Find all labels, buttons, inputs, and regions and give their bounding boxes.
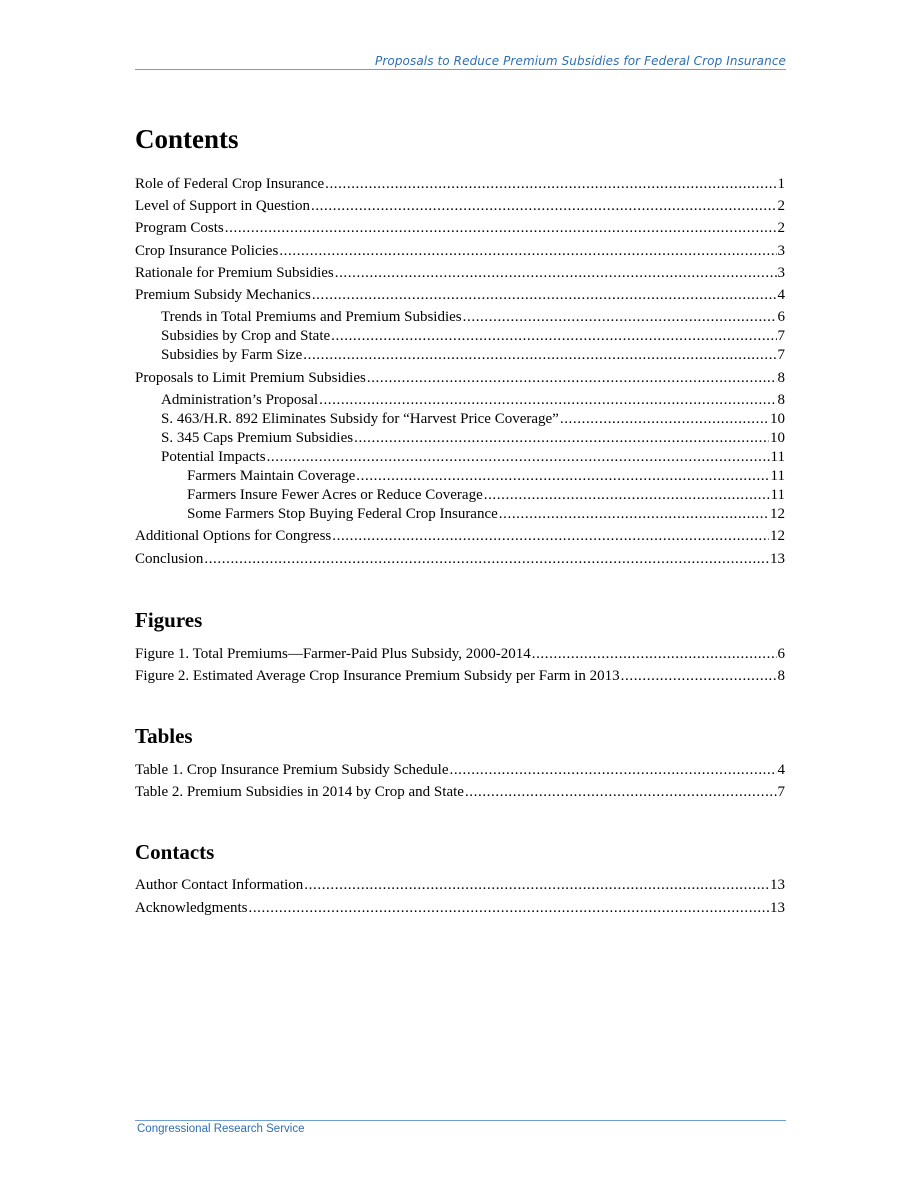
toc-subentry[interactable] bbox=[161, 327, 785, 345]
dot-leader bbox=[248, 899, 769, 917]
toc-entry-page: 10 bbox=[770, 430, 785, 446]
footer-rule bbox=[135, 1120, 786, 1121]
contents-heading: Contents bbox=[135, 124, 239, 154]
toc-entry-title: Crop Insurance Policies bbox=[135, 243, 279, 259]
dot-leader bbox=[484, 486, 770, 504]
toc-entry-page: 11 bbox=[770, 449, 785, 465]
dot-leader bbox=[331, 327, 776, 345]
dot-leader bbox=[356, 467, 769, 485]
dot-leader bbox=[465, 783, 777, 801]
toc-entry-page: 8 bbox=[777, 668, 785, 684]
toc-entry-page: 6 bbox=[777, 646, 785, 662]
toc-entry-page: 8 bbox=[777, 370, 785, 386]
toc-entry-title: Author Contact Information bbox=[135, 877, 304, 893]
tables-heading: Tables bbox=[135, 724, 193, 748]
toc-entry-title: Farmers Insure Fewer Acres or Reduce Coverage bbox=[187, 487, 483, 503]
running-header: Proposals to Reduce Premium Subsidies for Federal Crop Insurance bbox=[375, 54, 786, 68]
toc-entry-title: S. 463/H.R. 892 Eliminates Subsidy for “Harvest Price Coverage” bbox=[161, 411, 559, 427]
toc-entry-page: 7 bbox=[777, 347, 785, 363]
dot-leader bbox=[499, 505, 769, 523]
dot-leader bbox=[319, 391, 776, 409]
toc-entry-page: 7 bbox=[777, 328, 785, 344]
toc-entry-title: Figure 2. Estimated Average Crop Insurance Premium Subsidy per Farm in 2013 bbox=[135, 668, 620, 684]
toc-entry[interactable] bbox=[135, 197, 785, 215]
table-entry[interactable] bbox=[135, 761, 785, 779]
toc-entry-title: Acknowledgments bbox=[135, 900, 248, 916]
toc-entry-title: Administration’s Proposal bbox=[161, 392, 319, 408]
toc-entry[interactable] bbox=[135, 175, 785, 193]
contact-entry[interactable] bbox=[135, 899, 785, 917]
dot-leader bbox=[267, 448, 770, 466]
toc-entry-page: 12 bbox=[770, 528, 785, 544]
toc-entry-page: 13 bbox=[770, 877, 785, 893]
header-rule bbox=[135, 69, 786, 70]
toc-entry-page: 4 bbox=[777, 762, 785, 778]
toc-entry-title: Some Farmers Stop Buying Federal Crop Insurance bbox=[187, 506, 498, 522]
table-entry[interactable] bbox=[135, 783, 785, 801]
dot-leader bbox=[463, 308, 777, 326]
toc-entry-title: Role of Federal Crop Insurance bbox=[135, 176, 325, 192]
toc-entry-page: 11 bbox=[770, 487, 785, 503]
toc-subsubentry[interactable] bbox=[187, 505, 785, 523]
toc-entry[interactable] bbox=[135, 527, 785, 545]
toc-entry-page: 12 bbox=[770, 506, 785, 522]
toc-entry-page: 3 bbox=[777, 243, 785, 259]
toc-entry[interactable] bbox=[135, 264, 785, 282]
dot-leader bbox=[560, 410, 769, 428]
toc-subentry[interactable] bbox=[161, 346, 785, 364]
dot-leader bbox=[204, 550, 769, 568]
toc-entry-page: 7 bbox=[777, 784, 785, 800]
dot-leader bbox=[312, 286, 777, 304]
toc-entry-title: Figure 1. Total Premiums—Farmer-Paid Plus Subsidy, 2000-2014 bbox=[135, 646, 531, 662]
toc-entry-page: 1 bbox=[777, 176, 785, 192]
footer-publisher: Congressional Research Service bbox=[137, 1123, 305, 1135]
toc-entry-title: Subsidies by Crop and State bbox=[161, 328, 331, 344]
toc-entry-title: Subsidies by Farm Size bbox=[161, 347, 303, 363]
toc-entry-page: 2 bbox=[777, 198, 785, 214]
toc-entry-title: Table 1. Crop Insurance Premium Subsidy Schedule bbox=[135, 762, 449, 778]
dot-leader bbox=[279, 242, 776, 260]
figures-heading: Figures bbox=[135, 608, 203, 632]
dot-leader bbox=[532, 645, 777, 663]
toc-entry-page: 6 bbox=[777, 309, 785, 325]
dot-leader bbox=[367, 369, 777, 387]
toc-subentry[interactable] bbox=[161, 429, 785, 447]
toc-entry-page: 8 bbox=[777, 392, 785, 408]
toc-entry-title: Proposals to Limit Premium Subsidies bbox=[135, 370, 366, 386]
toc-subentry[interactable] bbox=[161, 410, 785, 428]
toc-subentry[interactable] bbox=[161, 391, 785, 409]
toc-entry-page: 11 bbox=[770, 468, 785, 484]
toc-entry-title: Farmers Maintain Coverage bbox=[187, 468, 356, 484]
dot-leader bbox=[335, 264, 777, 282]
toc-entry[interactable] bbox=[135, 550, 785, 568]
toc-entry-title: Table 2. Premium Subsidies in 2014 by Crop and State bbox=[135, 784, 464, 800]
toc-entry-page: 13 bbox=[770, 551, 785, 567]
toc-subentry[interactable] bbox=[161, 308, 785, 326]
dot-leader bbox=[311, 197, 777, 215]
toc-entry[interactable] bbox=[135, 286, 785, 304]
toc-entry-title: Potential Impacts bbox=[161, 449, 266, 465]
dot-leader bbox=[225, 219, 777, 237]
toc-entry-page: 13 bbox=[770, 900, 785, 916]
dot-leader bbox=[354, 429, 769, 447]
toc-entry-page: 10 bbox=[770, 411, 785, 427]
dot-leader bbox=[325, 175, 776, 193]
toc-entry-title: Trends in Total Premiums and Premium Subsidies bbox=[161, 309, 462, 325]
toc-subentry[interactable] bbox=[161, 448, 785, 466]
dot-leader bbox=[621, 667, 777, 685]
toc-entry-title: Level of Support in Question bbox=[135, 198, 310, 214]
toc-entry-page: 3 bbox=[777, 265, 785, 281]
toc-subsubentry[interactable] bbox=[187, 467, 785, 485]
toc-entry[interactable] bbox=[135, 242, 785, 260]
toc-subsubentry[interactable] bbox=[187, 486, 785, 504]
toc-entry-title: Premium Subsidy Mechanics bbox=[135, 287, 311, 303]
toc-entry-title: Conclusion bbox=[135, 551, 204, 567]
toc-entry-title: Program Costs bbox=[135, 220, 224, 236]
dot-leader bbox=[304, 876, 769, 894]
toc-entry-page: 2 bbox=[777, 220, 785, 236]
toc-entry-title: Additional Options for Congress bbox=[135, 528, 332, 544]
contact-entry[interactable] bbox=[135, 876, 785, 894]
toc-entry-title: S. 345 Caps Premium Subsidies bbox=[161, 430, 354, 446]
toc-entry-page: 4 bbox=[777, 287, 785, 303]
toc-entry[interactable] bbox=[135, 219, 785, 237]
dot-leader bbox=[449, 761, 776, 779]
toc-entry[interactable] bbox=[135, 369, 785, 387]
toc-entry-title: Rationale for Premium Subsidies bbox=[135, 265, 334, 281]
figure-entry[interactable] bbox=[135, 645, 785, 663]
dot-leader bbox=[332, 527, 769, 545]
contacts-heading: Contacts bbox=[135, 840, 215, 864]
dot-leader bbox=[303, 346, 776, 364]
figure-entry[interactable] bbox=[135, 667, 785, 685]
